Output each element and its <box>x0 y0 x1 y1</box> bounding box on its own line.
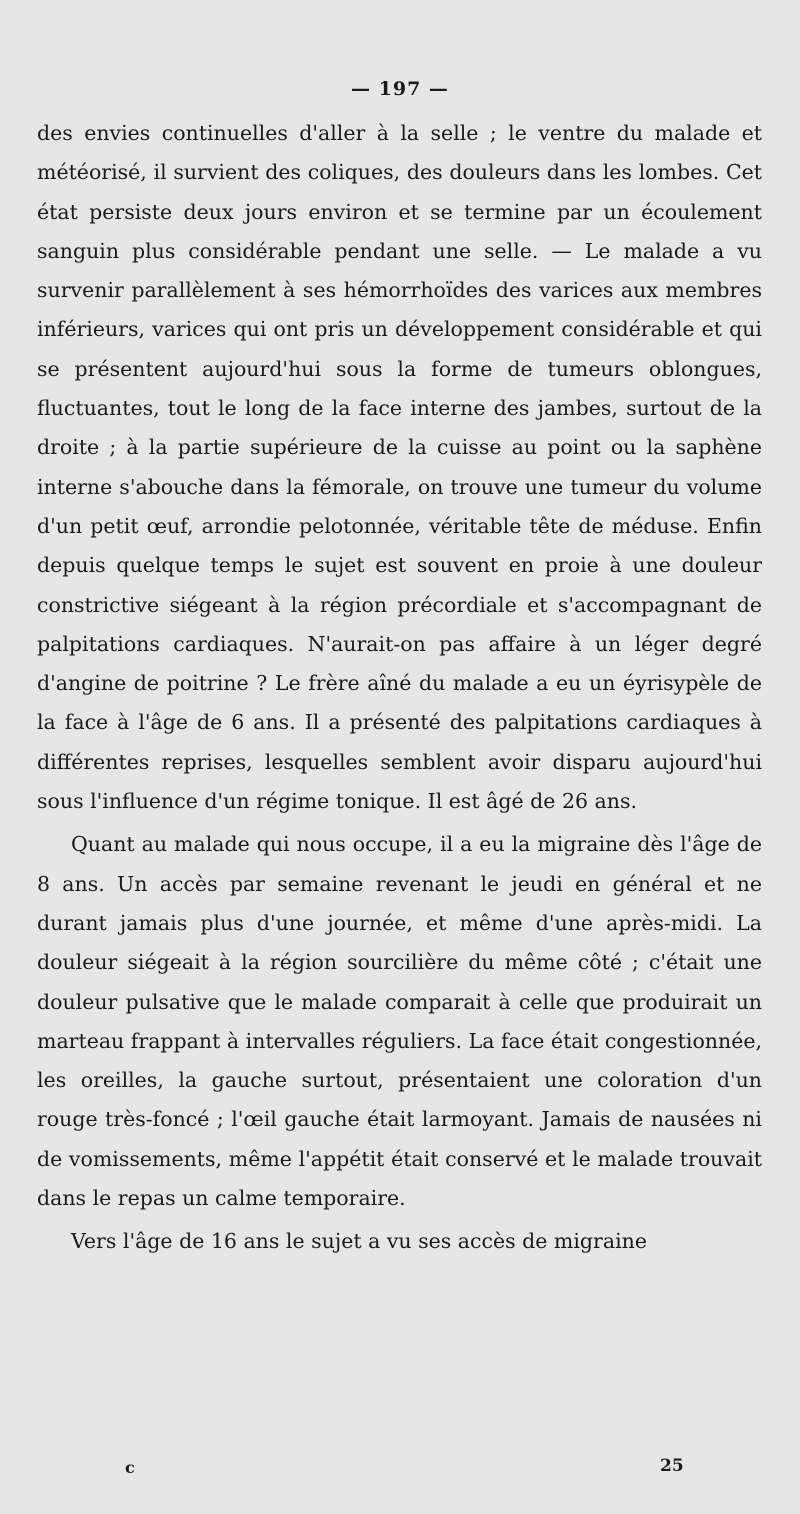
paragraph-age-sixteen: Vers l'âge de 16 ans le sujet a vu ses accès de migraine <box>71 1229 647 1254</box>
folio-number: 25 <box>660 1456 684 1476</box>
body-text <box>37 114 762 1266</box>
paragraph-continuation: des envies continuelles d'aller à la selle ; le ventre du malade et météorisé, il survient des coliques, des douleurs dans les lombes. Cet état persiste deux jours environ et se termine par un écoulement sanguin plus considérable pendant une selle. — Le malade a vu survenir parallèlement à ses hémorrhoïdes des varices aux membres inférieurs, varices qui ont pris un développement considérable et qui se présentent aujourd'hui sous la forme de tumeurs oblongues, fluctuantes, tout le long de la face interne des jambes, surtout de la droite ; à la partie supérieure de la cuisse au point ou la saphène interne s'abouche dans la fémorale, on trouve une tumeur du volume d'un petit œuf, arrondie pelotonnée, véritable tête de méduse. Enfin depuis quelque temps le sujet est souvent en proie à une douleur constrictive siégeant à la région précordiale et s'accompagnant de palpitations cardiaques. N'aurait-on pas affaire à un léger degré d'angine de poitrine ? Le frère aîné du malade a eu un éyrisypèle de la face à l'âge de 6 ans. Il a présenté des palpitations cardiaques à différentes reprises, lesquelles semblent avoir disparu aujourd'hui sous l'influence d'un régime tonique. Il est âgé de 26 ans. <box>37 121 762 814</box>
signature-mark: c <box>125 1458 135 1477</box>
paragraph-migraine-history: Quant au malade qui nous occupe, il a eu la migraine dès l'âge de 8 ans. Un accès par semaine revenant le jeudi en général et ne durant jamais plus d'une journée, et même d'une après-midi. La douleur siégeait à la région sourcilière du même côté ; c'était une douleur pulsative que le malade comparait à celle que produirait un marteau frappant à intervalles réguliers. La face était congestionnée, les oreilles, la gauche surtout, présentaient une coloration d'un rouge très-foncé ; l'œil gauche était larmoyant. Jamais de nausées ni de vomissements, même l'appétit était conservé et le malade trouvait dans le repas un calme temporaire. <box>37 832 762 1211</box>
page-number: — 197 — <box>351 78 449 100</box>
